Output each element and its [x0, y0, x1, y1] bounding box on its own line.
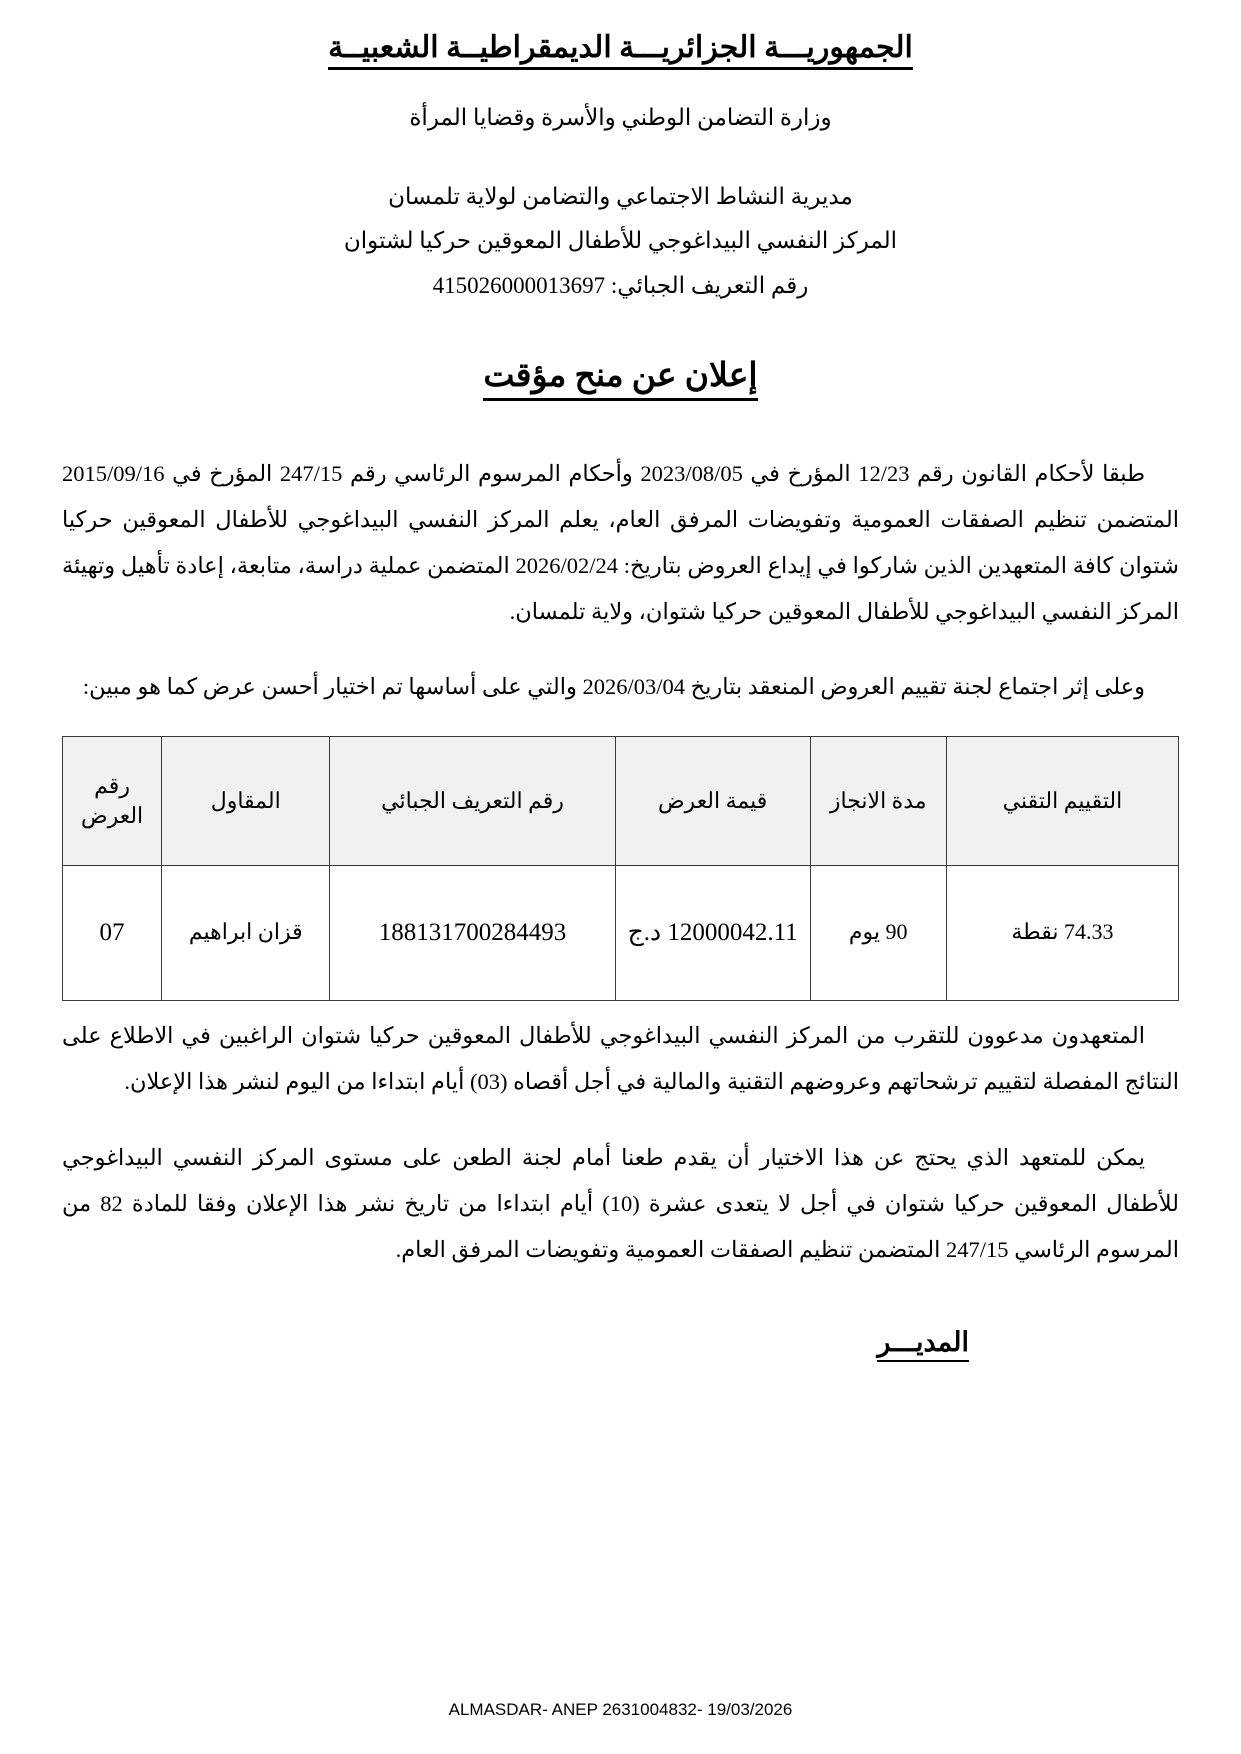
body-paragraph-3: المتعهدون مدعوون للتقرب من المركز النفسي البيداغوجي للأطفال المعوقين حركيا شتوان الراغبين في الاطلاع على النتائج المفصلة لتقييم ترشحاتهم وعروضهم التقنية والمالية في أجل أقصاه (03) أيام ابتداءا من اليوم لنشر هذا الإعلان. — [62, 1022, 1179, 1094]
signature-block — [62, 1327, 1179, 1358]
body-paragraph-2: وعلى إثر اجتماع لجنة تقييم العروض المنعقد بتاريخ 2026/03/04 والتي على أساسها تم اختيار أحسن عرض كما هو مبين: — [82, 673, 1145, 699]
table-header-completion-time: مدة الانجاز — [810, 736, 946, 865]
table-header-offer-value: قيمة العرض — [615, 736, 810, 865]
cell-completion-time: 90 يوم — [810, 865, 946, 1000]
cell-offer-no: 07 — [63, 865, 162, 1000]
ministry-line: وزارة التضامن الوطني والأسرة وقضايا المرأة — [409, 104, 832, 130]
award-table — [62, 736, 1179, 1001]
signature-title: المديـــر — [877, 1327, 969, 1362]
issuer-block — [62, 175, 1179, 310]
republic-heading-text: الجمهوريـــة الجزائريـــة الديمقراطيــة الشعبيــة — [328, 31, 913, 70]
fiscal-id-line: رقم التعريف الجبائي: 415026000013697 — [432, 273, 809, 299]
cell-technical-score: 74.33 نقطة — [946, 865, 1178, 1000]
center-line: المركز النفسي البيداغوجي للأطفال المعوقين حركيا لشتوان — [343, 228, 898, 254]
table-header-contractor: المقاول — [162, 736, 330, 865]
cell-contractor: قزان ابراهيم — [162, 865, 330, 1000]
directorate-line: مديرية النشاط الاجتماعي والتضامن لولاية تلمسان — [388, 183, 853, 209]
table-row — [63, 865, 1179, 1000]
table-header-technical-score: التقييم التقني — [946, 736, 1178, 865]
page-title-text: إعلان عن منح مؤقت — [483, 358, 757, 401]
cell-fiscal-id: 188131700284493 — [330, 865, 615, 1000]
table-header-row — [63, 736, 1179, 865]
footer-reference: ALMASDAR- ANEP 2631004832- 19/03/2026 — [448, 1700, 793, 1719]
page-title — [62, 355, 1179, 395]
table-header-fiscal-id: رقم التعريف الجبائي — [330, 736, 615, 865]
body-paragraph-4: يمكن للمتعهد الذي يحتج عن هذا الاختيار أن يقدم طعنا أمام لجنة الطعن على مستوى المركز النفسي البيداغوجي للأطفال المعوقين حركيا شتوان في أجل لا يتعدى عشرة (10) أيام ابتداءا من تاريخ نشر هذا الإعلان وفقا للمادة 82 من المرسوم الرئاسي 247/15 المتضمن تنظيم الصفقات العمومية وتفويضات المرفق العام. — [62, 1144, 1180, 1263]
body-paragraph-1: طبقا لأحكام القانون رقم 12/23 المؤرخ في 2023/08/05 وأحكام المرسوم الرئاسي رقم 247/15 المؤرخ في 2015/09/16 المتضمن تنظيم الصفقات العمومية وتفويضات المرفق العام، يعلم المركز النفسي البيداغوجي للأطفال المعوقين حركيا شتوان كافة المتعهدين الذين شاركوا في إيداع العروض بتاريخ: 2026/02/24 المتضمن عملية دراسة، متابعة، إعادة تأهيل وتهيئة المركز النفسي البيداغوجي للأطفال المعوقين حركيا شتوان، ولاية تلمسان. — [62, 461, 1179, 625]
table-header-offer-no: رقم العرض — [63, 736, 162, 865]
cell-offer-value: 12000042.11 د.ج — [615, 865, 810, 1000]
republic-heading — [62, 28, 1179, 69]
